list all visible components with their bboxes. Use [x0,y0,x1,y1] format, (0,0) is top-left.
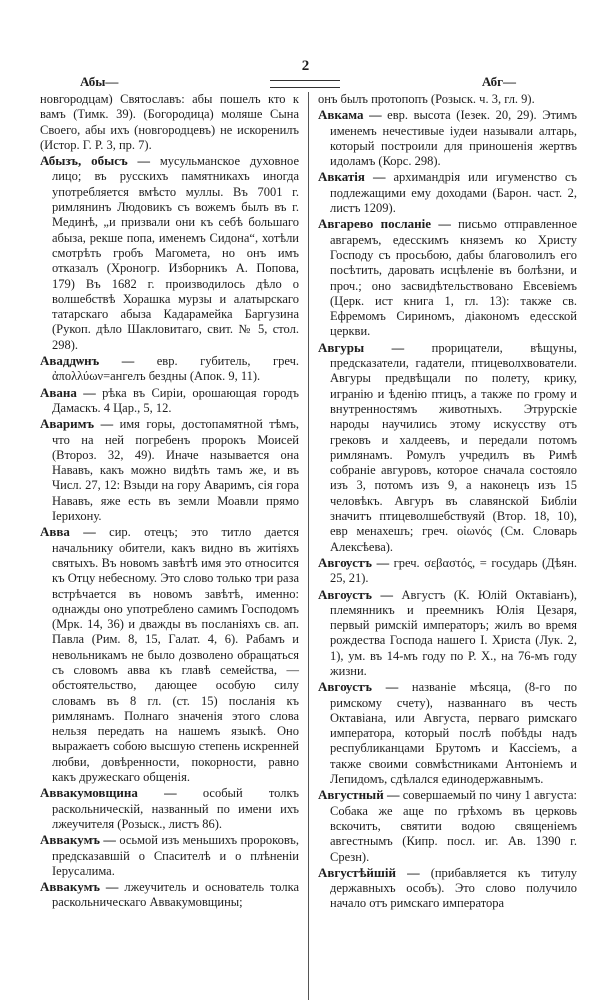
header-ornament [270,80,340,88]
dictionary-entry [318,169,577,216]
page-number: 2 [301,58,310,74]
entry-separator: — [372,680,412,695]
dictionary-entry [40,92,299,153]
entry-separator: — [69,525,110,540]
dictionary-entry [40,384,299,417]
dictionary-entry [40,153,300,353]
entry-headword: Аввакумъ [40,879,100,895]
entry-definition: имя горы, достопамятной тѣмъ, что на ней погребенъ пророкъ Моисей (Второз. 32, 49). Иначе называется она Нававъ, какъ можно видѣть тамъ же, и въ Числ. 27, 12: Взыди на гору Аваримъ, сія гора Нававъ, яже есть въ земли Моавли прямо Іерихону. [52,417,300,524]
entry-headword: Аваримъ [40,416,95,432]
entry-definition: мусульманское духовное лицо; въ русскихъ памятникахъ иногда употребляется вмѣсто муллы. Въ 7001 г. римлянинъ Людовикъ съ вожемъ былъ въ г. Мединѣ, „и призвали они къ себѣ большаго абыза, рекше попа, именемъ Сидона“, хотѣли смотрѣть гробъ Магомета, но онъ имъ отказалъ (Хроногр. Изборникъ А. Попова, 179) Въ 1682 г. производилось дѣло о волшебствѣ Хорашкa мурзы и алатырскаго татарскаго абыза Кадарамейка Баргузина (Рукоп. дѣло Шакловитаго, свит. № 5, стол. 298). [52,154,300,352]
entry-separator: — [363,108,388,123]
entry-headword: Авана [40,384,77,400]
entry-separator: — [383,788,403,803]
entry-headword: Авкама [318,107,364,123]
entry-separator: — [76,385,103,400]
entry-headword: Авгѹстъ [318,679,373,695]
dictionary-entry [318,586,577,680]
entry-definition: рѣка въ Сиріи, орошающая городъ Дамаскъ. 4 Цар., 5, 12. [52,385,299,415]
entry-separator: — [372,587,402,602]
dictionary-entry [318,554,577,587]
entry-headword: Августный [318,787,384,803]
entry-headword: Аввакумовщина [40,785,138,801]
dictionary-entry [318,216,577,339]
entry-definition: новгородцам) Святославъ: абы пошелъ кто к вамъ (Тимк. 39). (Богородица) моляше Сына Своего, абы ихъ (новгородцевъ) не искоренилъ (Истор. Г. Р. 3, пр. 7). [40,92,299,152]
dictionary-entry [318,92,577,107]
dictionary-entry [318,679,577,787]
entry-separator: — [100,833,120,848]
entry-separator: — [395,865,431,880]
entry-definition: онъ былъ протопопъ (Розыск. ч. 3, гл. 9). [318,92,535,106]
entry-headword: Авкатія [318,169,365,185]
entry-separator: — [372,555,394,570]
dictionary-entry [40,524,299,785]
entry-headword: Аввакумъ [40,832,100,848]
entry-headword: Авгарево посланіе [318,216,432,232]
entry-definition: названіе мѣсяца, (8-го по римскому счету), названнаго въ честь Октавіана, или Августа, перваго римскаго императора, который послѣ побѣды надъ республиканцами Брутомъ и Кассіемъ, а также своими совмѣстниками Антоніемъ и Лепидомъ, сдѣлался единодержавнымъ. [330,680,577,787]
entry-headword: Авгуры [318,339,365,355]
entry-headword: Авва [40,524,70,540]
right-column [308,92,577,1000]
dictionary-entry [40,832,300,879]
entry-definition: осьмой изъ меньшихъ пророковъ, предсказавшій о Спасителѣ и о плѣненіи Іерусалима. [52,833,300,878]
entry-definition: сир. отецъ; это титло дается начальнику обители, какъ видно въ житіяхъ святыхъ. Въ новомъ завѣтѣ имя это относится къ Отцу небесному. Это слово только три раза встрѣчается въ новомъ завѣтѣ, именно: однажды оно употреблено самимъ Господомъ (Мрк. 14, 36) и дважды въ посланіяхъ св. ап. Павла (Рим. 8, 15, Галат. 4, 6). Рабамъ и невольникамъ не было дозволено обращаться съ словомъ авва къ главѣ семейства, — обстоятельство, дающее особую силу словамъ въ 8 гл. (ст. 15) посланія къ римлянамъ. Полнаго значенія этого слова нельзя передать на нашемъ языкѣ. Оно выражаетъ собою высшую степень искренней любви, довѣренности, покорности, равно какъ дружескаго общенія. [52,525,299,785]
entry-headword: Абызъ, обысъ [40,153,128,169]
entry-headword: Авгѹстъ [318,554,373,570]
entry-definition: особый толкъ раскольническій, названный по имени ихъ лжеучителя (Розыск., листъ 86). [52,786,300,831]
dictionary-entry [40,416,300,524]
entry-definition: евр. высота (Іезек. 20, 29). Этимъ именемъ нечестивые іудеи называли алтарь, который построили для приношенія жертвъ идоламъ (Корс. 298). [330,108,577,169]
dictionary-entry [40,353,299,385]
entry-separator: — [431,217,459,232]
entry-definition: лжеучитель и основатель толка раскольническаго Аввакумовщины; [52,880,300,910]
running-head-left: Абы— [80,74,119,89]
entry-separator: — [127,154,160,169]
entry-separator: — [364,340,432,355]
entry-definition: совершаемый по чину 1 августа: Собака же аще по грѣхомъ въ церковь вскочитъ, святити водою священіемъ авгестнымъ (Кипр. посл. иг. Ав. 1390 г. Срезн). [330,788,577,864]
entry-separator: — [137,786,203,801]
entry-separator: — [99,354,157,369]
dictionary-entry [318,864,577,912]
entry-definition: (прибавляется къ титулу державныхъ особъ). Это слово получило начало отъ римскаго императора [330,865,577,911]
entry-separator: — [94,417,120,432]
dictionary-entry [318,787,577,864]
dictionary-entry [318,107,577,169]
entry-separator: — [100,880,125,895]
entry-definition: греч. σεβαστός, = государь (Дѣян. 25, 21). [330,555,577,586]
text-columns [40,92,577,1000]
entry-definition: евр. губитель, греч. ἀπολλύων=ангелъ бездны (Апок. 9, 11). [52,354,299,384]
entry-headword: Августѣйшій [318,864,396,880]
entry-definition: архимандрія или игуменство съ подлежащими ему доходами (Барон. част. 2, листъ 1209). [330,170,577,216]
entry-headword: Аваддѡнъ [40,353,100,369]
running-head-right: Абг— [481,74,516,89]
entry-separator: — [364,170,394,185]
entry-headword: Авгѹстъ [318,586,373,602]
left-column [40,92,308,1000]
dictionary-entry [318,339,577,555]
dictionary-entry [40,879,300,911]
entry-definition: письмо отправленное авгаремъ, едесскимъ княземъ ко Христу Господу съ просьбою, дабы благоволилъ его посѣтить, даровать исцѣленіе въ болѣзни, и проч.; оно засвидѣтельствовано Евсевіемъ (Церк. ист книга 1, гл. 13): также св. Ефремомъ Сириномъ, діакономъ едесской церкви. [330,217,577,339]
entry-definition: прорицатели, вѣщуны, предсказатели, гадатели, птицеволхвователи. Авгуры предвѣщали по полету, крику, игранію и ѣденію птицъ, а также по грому и внутренностямъ животныхъ. Этрурскіе народы научились этому искусству отъ грековъ и халдеевъ, и передали потомъ римлянамъ. Ромулъ учредилъ въ Римѣ собраніе авгуровъ, которое сначала состояло изъ 3, потомъ изъ 9, а наконецъ изъ 15 человѣкъ. Авгуръ въ славянской Библіи значитъ птицеволшебствуяй (Втор. 18, 10), евр менахешъ; греч. οἰωνός (Cм. Словарь Алексѣева). [330,340,577,554]
dictionary-entry [40,785,300,832]
entry-definition: Августъ (К. Юлій Октавіанъ), племянникъ и преемникъ Юлія Цезаря, первый римскій императоръ; жилъ во время рождества Господа нашего І. Христа (Лук. 2, 1), ум. въ 14-мъ году по Р. Х., на 76-мъ году жизни. [330,587,577,678]
